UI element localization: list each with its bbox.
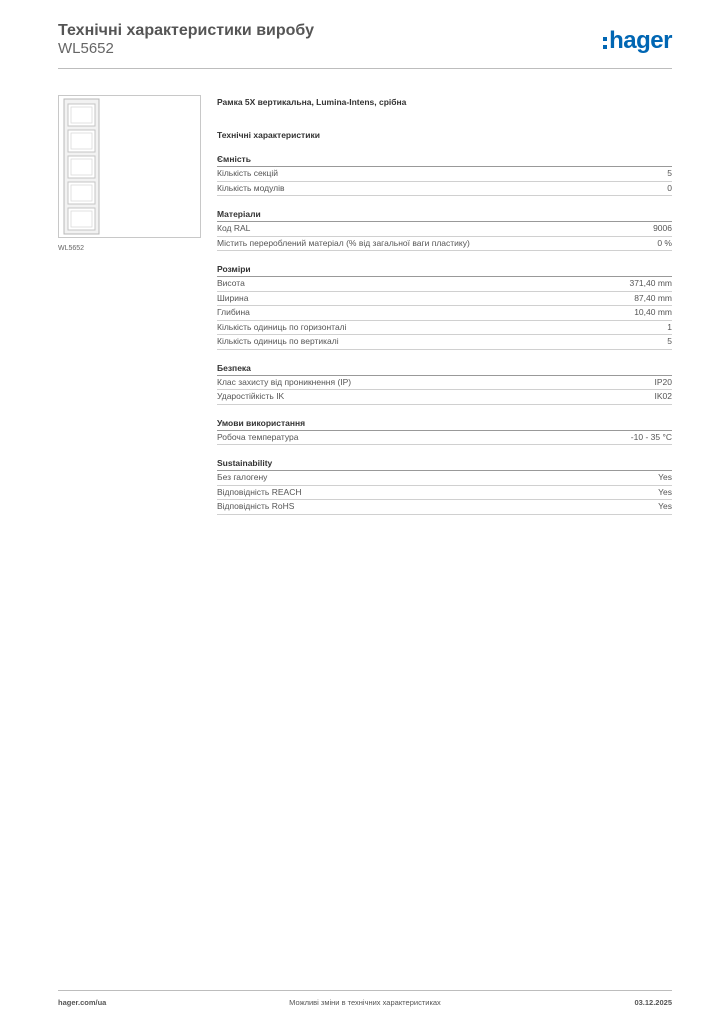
spec-label: Ударостійкість IK	[217, 391, 285, 401]
footer-website[interactable]: hager.com/ua	[58, 998, 107, 1007]
spec-value: 0 %	[657, 237, 672, 248]
page-title: Технічні характеристики виробу	[58, 22, 314, 39]
spec-section	[217, 363, 672, 405]
spec-label: Без галогену	[217, 472, 268, 482]
spec-label: Код RAL	[217, 223, 251, 233]
spec-row	[217, 321, 672, 336]
spec-value: IP20	[654, 376, 672, 387]
spec-label: Містить перероблений матеріал (% від загальної ваги пластику)	[217, 237, 470, 248]
section-title: Ємність	[217, 154, 672, 167]
spec-value: 87,40 mm	[634, 292, 672, 303]
spec-row	[217, 306, 672, 321]
spec-section	[217, 458, 672, 515]
section-title: Безпека	[217, 363, 672, 376]
page-footer	[58, 998, 672, 1010]
section-title: Sustainability	[217, 458, 672, 471]
spec-row	[217, 471, 672, 486]
section-title: Матеріали	[217, 209, 672, 222]
spec-value: 0	[667, 182, 672, 193]
spec-row	[217, 237, 672, 252]
product-name: Рамка 5X вертикальна, Lumina-Intens, срібна	[217, 97, 407, 107]
spec-value: 371,40 mm	[629, 278, 672, 288]
spec-row	[217, 486, 672, 501]
spec-section	[217, 418, 672, 446]
spec-section	[217, 264, 672, 350]
spec-label: Ширина	[217, 292, 249, 303]
spec-content	[217, 95, 672, 515]
spec-value: Yes	[658, 486, 672, 497]
footer-date: 03.12.2025	[634, 998, 672, 1007]
section-title: Умови використання	[217, 418, 672, 431]
spec-row	[217, 376, 672, 391]
spec-row	[217, 335, 672, 350]
spec-row	[217, 292, 672, 307]
spec-value: 9006	[653, 223, 672, 233]
spec-section	[217, 209, 672, 251]
spec-sections	[217, 154, 672, 515]
spec-value: 1	[667, 321, 672, 332]
spec-label: Кількість одиниць по вертикалі	[217, 336, 339, 346]
spec-label: Кількість модулів	[217, 182, 285, 193]
spec-value: 5	[667, 168, 672, 178]
spec-row	[217, 431, 672, 446]
hager-logo	[603, 28, 672, 54]
spec-row	[217, 277, 672, 292]
spec-label: Робоча температура	[217, 431, 299, 442]
spec-value: 10,40 mm	[634, 307, 672, 317]
spec-row	[217, 390, 672, 405]
specs-heading: Технічні характеристики	[217, 130, 320, 140]
spec-row	[217, 500, 672, 515]
spec-value: Yes	[658, 501, 672, 511]
spec-label: Глибина	[217, 307, 250, 317]
spec-value: Yes	[658, 472, 672, 482]
spec-value: 5	[667, 336, 672, 346]
page-header	[58, 22, 672, 68]
section-title: Розміри	[217, 264, 672, 277]
spec-label: Відповідність REACH	[217, 486, 302, 497]
spec-label: Висота	[217, 278, 245, 288]
footer-divider	[58, 990, 672, 991]
spec-value: -10 - 35 °C	[630, 431, 672, 442]
spec-value: IK02	[654, 391, 672, 401]
logo-text: hager	[609, 27, 672, 54]
spec-label: Клас захисту від проникнення (IP)	[217, 376, 352, 387]
spec-section	[217, 154, 672, 196]
spec-label: Кількість секцій	[217, 168, 278, 178]
header-divider	[58, 68, 672, 69]
footer-notice: Можливі зміни в технічних характеристиках	[289, 998, 441, 1007]
spec-row	[217, 222, 672, 237]
spec-label: Відповідність RoHS	[217, 501, 295, 511]
logo-dots-icon	[603, 37, 607, 49]
spec-label: Кількість одиниць по горизонталі	[217, 321, 347, 332]
product-image	[58, 95, 201, 238]
spec-row	[217, 167, 672, 182]
spec-row	[217, 182, 672, 197]
product-code: WL5652	[58, 40, 114, 57]
image-caption: WL5652	[58, 245, 85, 252]
frame-5x-vertical-icon	[59, 96, 200, 237]
